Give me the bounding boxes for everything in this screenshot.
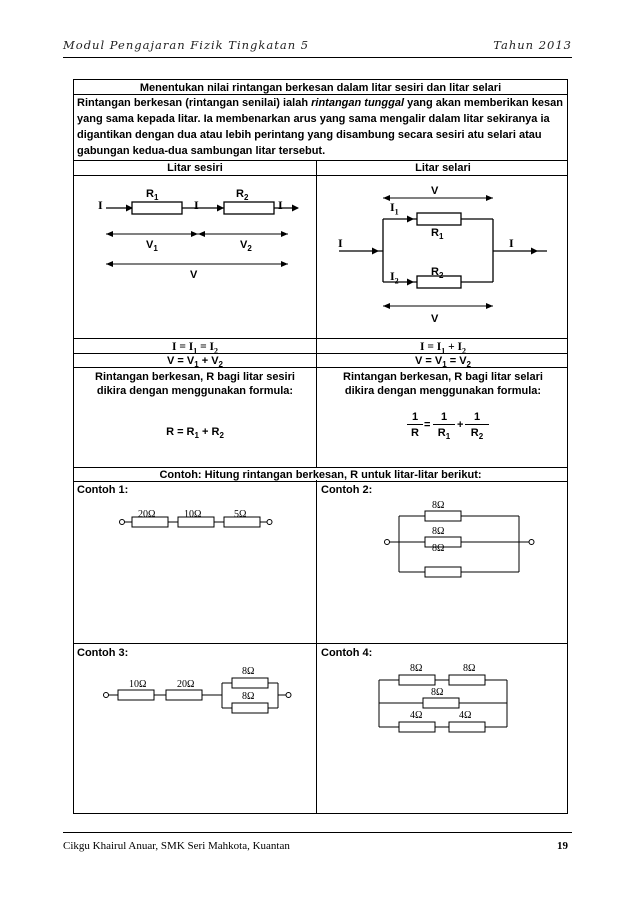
example-3-diagram xyxy=(74,665,316,725)
ex3-resistor-4: 8Ω xyxy=(242,691,255,702)
ex3-resistor-3: 8Ω xyxy=(242,666,255,677)
ex4-resistor-4: 4Ω xyxy=(410,710,423,721)
ex3-resistor-1: 10Ω xyxy=(129,679,147,690)
series-label-R1: $R_1$ xyxy=(146,188,159,203)
example-1-label: Contoh 1: xyxy=(77,484,129,496)
example-4-diagram xyxy=(317,670,569,740)
ex1-resistor-2: 10Ω xyxy=(184,509,202,520)
parallel-current-eq: $I = I_1 + I_2$ xyxy=(419,341,467,356)
examples-heading: Contoh: Hitung rintangan berkesan, R untuk litar-litar berikut: xyxy=(159,469,482,481)
ex4-resistor-2: 8Ω xyxy=(463,663,476,674)
footer-rule xyxy=(63,832,572,833)
header-year: Tahun 2013 xyxy=(493,38,572,52)
parallel-label-I-out: I xyxy=(509,236,514,250)
series-label-V1: $V_1$ xyxy=(146,239,158,254)
footer-author: Cikgu Khairul Anuar, SMK Seri Mahkota, Kuantan xyxy=(63,840,290,852)
parallel-label-I2: $I_2$ xyxy=(390,269,399,286)
parallel-formula-intro-2: dikira dengan menggunakan formula: xyxy=(344,385,542,397)
section-title: Menentukan nilai rintangan berkesan dalam litar sesiri dan litar selari xyxy=(139,82,502,94)
parallel-label-V-top: V xyxy=(431,185,439,197)
ex2-resistor-3: 8Ω xyxy=(432,543,445,554)
series-label-V: V xyxy=(190,269,198,281)
example-2-label: Contoh 2: xyxy=(321,484,373,496)
series-formula: $R = R_1 + R_2$ xyxy=(166,426,224,441)
parallel-formula-intro-1: Rintangan berkesan, R bagi litar selari xyxy=(343,371,543,383)
intro-paragraph: Rintangan berkesan (rintangan senilai) ialah rintangan tunggal yang akan memberikan kesan yang sama kepada litar. Ia membenarkan arus yang sama mengalir dalam litar sekiranya ia digantikan dengan dua atau lebih perintang yang disambung secara sesiri atu selari atau gabungan kedua-dua sambungan litar tersebut. xyxy=(77,97,563,157)
header-rule xyxy=(63,57,572,58)
ex2-resistor-2: 8Ω xyxy=(432,526,445,537)
example-4-label: Contoh 4: xyxy=(321,647,373,659)
ex4-resistor-1: 8Ω xyxy=(410,663,423,674)
parallel-voltage-eq: $V = V_1 = V_2$ xyxy=(415,355,471,370)
series-voltage-eq: $V = V_1 + V_2$ xyxy=(167,355,223,370)
parallel-heading: Litar selari xyxy=(415,162,471,174)
parallel-circuit-diagram xyxy=(317,176,569,336)
series-label-I-in: I xyxy=(98,198,103,212)
example-3-label: Contoh 3: xyxy=(77,647,129,659)
series-formula-intro-2: dikira dengan menggunakan formula: xyxy=(96,385,294,397)
series-heading: Litar sesiri xyxy=(167,162,223,174)
series-label-V2: $V_2$ xyxy=(240,239,252,254)
header-title: Modul Pengajaran Fizik Tingkatan 5 xyxy=(63,38,310,52)
series-current-eq: $I = I_1 = I_2$ xyxy=(171,341,219,356)
ex4-resistor-3: 8Ω xyxy=(431,687,444,698)
content-table: Menentukan nilai rintangan berkesan dalam litar sesiri dan litar selari Rintangan berkesan (rintangan senilai) ialah rintangan tunggal yang akan memberikan kesan yang sama kepada litar. Ia membenarkan arus yang sama mengalir dalam litar sekiranya ia digantikan dengan dua atau lebih perintang yang disambung secara sesiri atu selari atau gabungan kedua-dua sambungan litar tersebut. Litar sesiri Litar selari I I I $R_1$ $R_2$ $V_1$ $V_2$ V V $I_1$ $R_1$ I I $I_2$ $R_2$ V $I = I_1 = I_2$ $I = I_1 + I_2$ $V = V_1 + V_2$ $V = V_1 = V_2$ Rintangan berkesan, R bagi litar sesiri dikira dengan menggunakan formula: Rintangan berkesan, R bagi litar selari dikira dengan menggunakan formula: $R = R_1 + R_2$ 1 R = 1 $R_1$ + 1 $R_2$ Contoh: Hitung rintangan berkesan, R untuk litar-litar berikut: Contoh 1: Contoh 2: 20Ω 10Ω 5Ω 8Ω 8Ω 8Ω Contoh 3: Contoh 4: 10Ω 20Ω 8Ω 8Ω 8Ω 8Ω 8Ω 4Ω 4Ω xyxy=(73,79,568,814)
parallel-label-I-in: I xyxy=(338,236,343,250)
ex3-resistor-2: 20Ω xyxy=(177,679,195,690)
series-formula-intro-1: Rintangan berkesan, R bagi litar sesiri xyxy=(95,371,295,383)
parallel-label-R2: $R_2$ xyxy=(431,266,444,281)
parallel-label-V-bottom: V xyxy=(431,313,439,325)
series-label-R2: $R_2$ xyxy=(236,188,249,203)
footer-page-number: 19 xyxy=(557,840,568,852)
ex1-resistor-3: 5Ω xyxy=(234,509,247,520)
ex2-resistor-1: 8Ω xyxy=(432,500,445,511)
ex4-resistor-5: 4Ω xyxy=(459,710,472,721)
parallel-label-I1: $I_1$ xyxy=(390,200,399,217)
series-label-I-mid: I xyxy=(194,198,199,212)
ex1-resistor-1: 20Ω xyxy=(138,509,156,520)
series-label-I-out: I xyxy=(278,198,283,212)
parallel-label-R1: $R_1$ xyxy=(431,227,444,242)
